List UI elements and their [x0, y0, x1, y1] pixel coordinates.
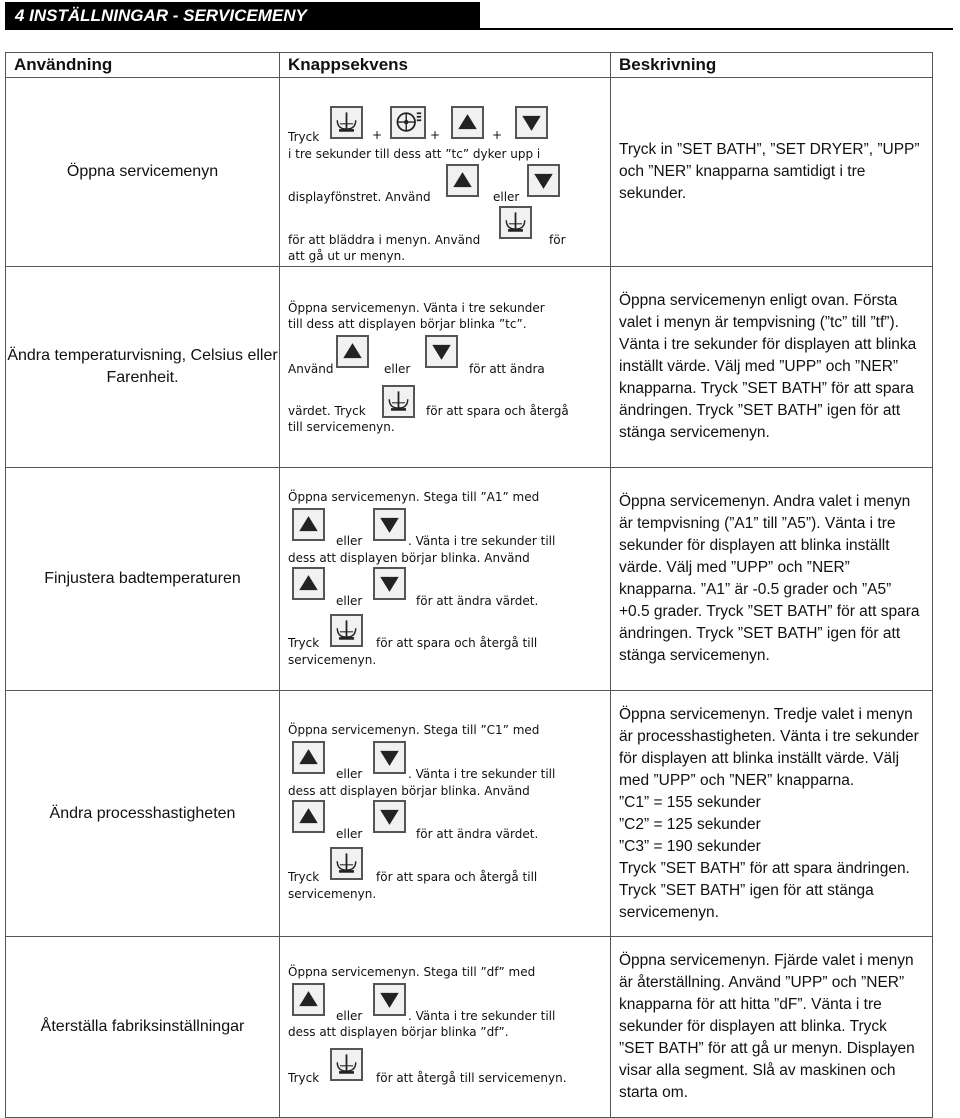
set-bath-icon	[330, 614, 363, 647]
up-arrow-icon	[292, 567, 325, 600]
usage-cell: Finjustera badtemperaturen	[6, 468, 280, 691]
description-cell	[611, 691, 933, 937]
column-header-sequence: Knappsekvens	[280, 53, 611, 78]
usage-cell: Återställa fabriksinställningar	[6, 937, 280, 1118]
description-cell: Öppna servicemenyn enligt ovan. Första valet i menyn är tempvisning (”tc” till ”tf”). Vänta i tre sekunder för displayen att blinka inställt värde. Välj med ”UPP” och ”NER” knapparna. Tryck ”SET BATH” för att spara ändringen. Tryck ”SET BATH” igen för att stänga servicemenyn.	[611, 267, 933, 468]
set-bath-icon	[330, 847, 363, 880]
down-arrow-icon	[373, 741, 406, 774]
down-arrow-icon	[373, 508, 406, 541]
table-row	[6, 78, 933, 267]
up-arrow-icon	[451, 106, 484, 139]
sequence-cell: Öppna servicemenyn. Vänta i tre sekunder till dess att displayen börjar blinka ”tc”. Använd eller för att ändra värdet. Tryck för att spara och återgå till servicemenyn.	[280, 267, 611, 468]
up-arrow-icon	[292, 983, 325, 1016]
description-cell: Öppna servicemenyn. Fjärde valet i menyn är återställning. Använd ”UPP” och ”NER” knapparna för att hitta ”dF”. Vänta i tre sekunder för displayen att blinka. Tryck ”SET BATH” för att gå ur menyn. Displayen visar alla segment. Slå av maskinen och starta om.	[611, 937, 933, 1118]
table-row	[6, 937, 933, 1118]
set-bath-icon	[330, 106, 363, 139]
table-row	[6, 468, 933, 691]
set-bath-icon	[382, 385, 415, 418]
table-row	[6, 691, 933, 937]
description-cell: Tryck in ”SET BATH”, ”SET DRYER”, ”UPP” och ”NER” knapparna samtidigt i tre sekunder.	[611, 78, 933, 267]
down-arrow-icon	[527, 164, 560, 197]
down-arrow-icon	[373, 800, 406, 833]
up-arrow-icon	[292, 508, 325, 541]
page-title: 4 INSTÄLLNINGAR - SERVICEMENY	[5, 2, 480, 30]
service-menu-table	[5, 52, 933, 1118]
down-arrow-icon	[373, 983, 406, 1016]
description-line: ”C1” = 155 sekunder	[619, 793, 761, 811]
down-arrow-icon	[515, 106, 548, 139]
usage-cell: Ändra processhastigheten	[6, 691, 280, 937]
set-dryer-icon	[390, 106, 426, 139]
column-header-description: Beskrivning	[611, 53, 933, 78]
down-arrow-icon	[425, 335, 458, 368]
set-bath-icon	[330, 1048, 363, 1081]
title-underline	[5, 28, 953, 30]
up-arrow-icon	[292, 741, 325, 774]
up-arrow-icon	[292, 800, 325, 833]
usage-cell: Öppna servicemenyn	[6, 78, 280, 267]
up-arrow-icon	[336, 335, 369, 368]
sequence-cell: Öppna servicemenyn. Stega till ”df” med eller . Vänta i tre sekunder till dess att displayen börjar blinka ”df”. Tryck för att återgå till servicemenyn.	[280, 937, 611, 1118]
description-line: ”C3” = 190 sekunder	[619, 837, 761, 855]
down-arrow-icon	[373, 567, 406, 600]
description-paragraph: Tryck ”SET BATH” för att spara ändringen. Tryck ”SET BATH” igen för att stänga servicemenyn.	[619, 859, 910, 921]
sequence-cell: Tryck + + + i tre sekunder till dess att ”tc” dyker upp i displayfönstret. Använd eller för att bläddra i menyn. Använd för att gå ut ur menyn.	[280, 78, 611, 267]
table-header-row	[6, 53, 933, 78]
description-line: ”C2” = 125 sekunder	[619, 815, 761, 833]
sequence-cell: Öppna servicemenyn. Stega till ”A1” med eller . Vänta i tre sekunder till dess att displayen börjar blinka. Använd eller för att ändra värdet. Tryck för att spara och återgå till servicemenyn.	[280, 468, 611, 691]
description-cell: Öppna servicemenyn. Andra valet i menyn är tempvisning (”A1” till ”A5”). Vänta i tre sekunder för displayen att blinka inställt värde. Välj med ”UPP” och ”NER” knapparna. ”A1” är -0.5 grader och ”A5” +0.5 grader. Tryck ”SET BATH” för att spara ändringen. Tryck ”SET BATH” igen för att stänga servicemenyn.	[611, 468, 933, 691]
usage-cell: Ändra temperaturvisning, Celsius eller Farenheit.	[6, 267, 280, 468]
set-bath-icon	[499, 206, 532, 239]
table-row	[6, 267, 933, 468]
up-arrow-icon	[446, 164, 479, 197]
column-header-usage: Användning	[6, 53, 280, 78]
description-paragraph: Öppna servicemenyn. Tredje valet i menyn är processhastigheten. Vänta i tre sekunder för displayen att blinka inställt värde. Välj med ”UPP” och ”NER” knapparna.	[619, 705, 919, 789]
sequence-cell: Öppna servicemenyn. Stega till ”C1” med eller . Vänta i tre sekunder till dess att displayen börjar blinka. Använd eller för att ändra värdet. Tryck för att spara och återgå till servicemenyn.	[280, 691, 611, 937]
